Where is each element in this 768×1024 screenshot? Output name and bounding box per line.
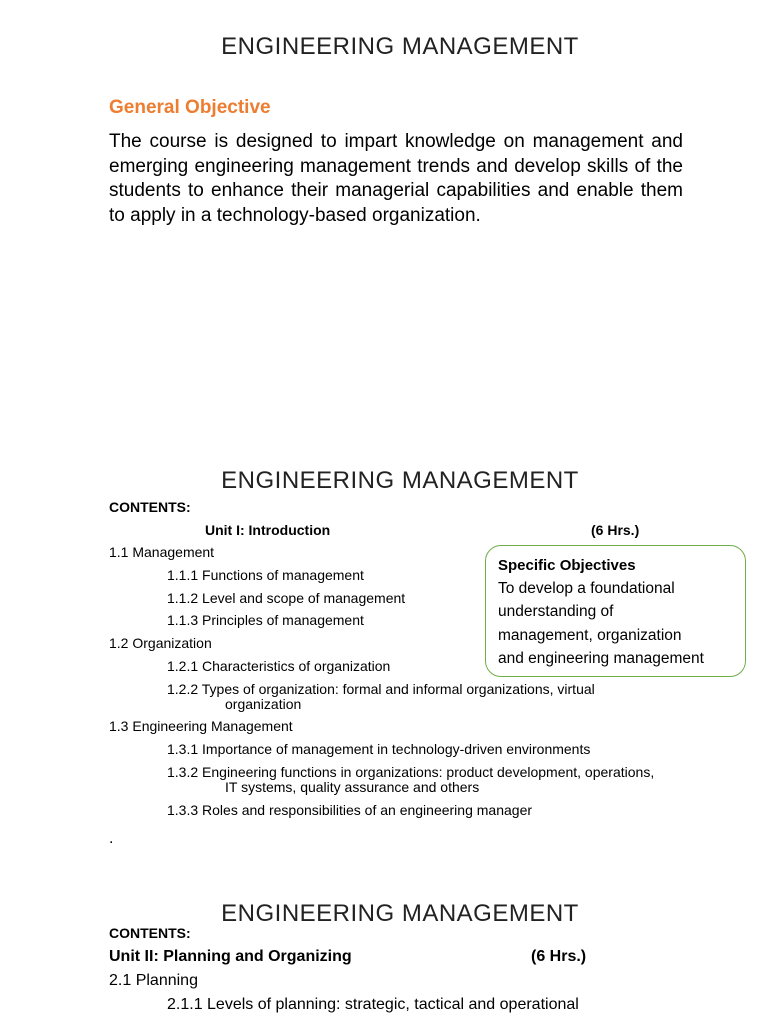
toc-item-continuation: organization xyxy=(225,696,302,712)
toc-item: 1.3.3 Roles and responsibilities of an engineering manager xyxy=(167,802,533,818)
specific-objectives-line: understanding of xyxy=(498,603,614,621)
trailing-dot: . xyxy=(109,830,114,847)
unit-hours: (6 Hrs.) xyxy=(531,948,587,965)
toc-item: 1.1.3 Principles of management xyxy=(167,612,364,628)
toc-item: 2.1 Planning xyxy=(109,972,198,989)
general-objective-text: The course is designed to impart knowledge on management and emerging engineering management trends and develop skills of the students to enhance their managerial capabilities and enable them to apply in a technology-based organization. xyxy=(109,131,683,226)
unit-title: Unit II: Planning and Organizing xyxy=(109,948,352,965)
toc-item: 2.1.1 Levels of planning: strategic, tactical and operational xyxy=(167,996,579,1013)
toc-item: 1.3 Engineering Management xyxy=(109,718,293,734)
unit-hours: (6 Hrs.) xyxy=(591,522,640,538)
unit-title: Unit I: Introduction xyxy=(205,522,331,538)
toc-item: 1.3.1 Importance of management in technology-driven environments xyxy=(167,741,591,757)
specific-objectives-line: management, organization xyxy=(498,626,682,644)
contents-label: CONTENTS: xyxy=(109,499,191,515)
toc-item: 1.2 Organization xyxy=(109,635,212,651)
toc-item: 1.1.2 Level and scope of management xyxy=(167,590,406,606)
toc-item: 1.1.1 Functions of management xyxy=(167,567,364,583)
slide-title: ENGINEERING MANAGEMENT xyxy=(221,900,579,927)
toc-item: 1.1 Management xyxy=(109,544,215,560)
toc-item-continuation: IT systems, quality assurance and others xyxy=(225,779,480,795)
specific-objectives-line: and engineering management xyxy=(498,649,704,667)
contents-label: CONTENTS: xyxy=(109,925,191,941)
toc-item: 1.2.2 Types of organization: formal and informal organizations, virtual xyxy=(167,681,595,697)
slide-general-objective xyxy=(0,0,768,440)
toc-item: 1.3.2 Engineering functions in organizations: product development, operations, xyxy=(167,764,655,780)
slide-unit-2-contents xyxy=(0,870,768,1024)
specific-objectives-title: Specific Objectives xyxy=(498,557,636,574)
general-objective-heading: General Objective xyxy=(109,97,271,118)
specific-objectives-line: To develop a foundational xyxy=(498,580,675,597)
slide-title: ENGINEERING MANAGEMENT xyxy=(221,33,579,60)
toc-item: 1.2.1 Characteristics of organization xyxy=(167,658,391,674)
specific-objectives-box xyxy=(485,545,746,677)
slide-unit-1-contents xyxy=(0,440,768,870)
slide-title: ENGINEERING MANAGEMENT xyxy=(221,467,579,494)
